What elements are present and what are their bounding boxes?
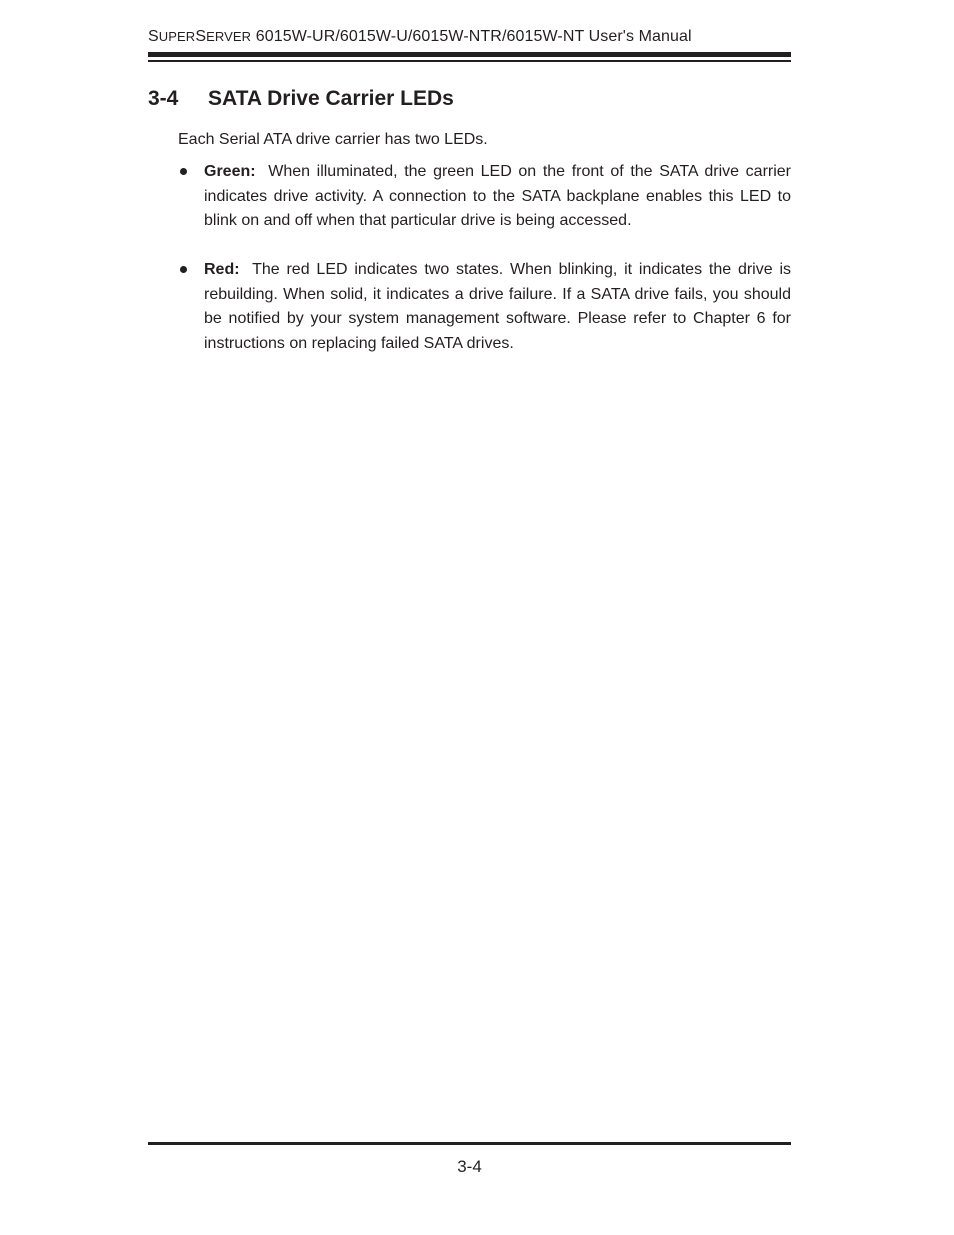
section-heading (148, 86, 791, 112)
bullet-text-green: When illuminated, the green LED on the front of the SATA drive carrier indicates drive activity. A connection to the SATA backplane enables this LED to blink on and off when that particular drive is being accessed. (204, 163, 792, 230)
header-manual-title: 6015W-UR/6015W-U/6015W-NTR/6015W-NT User's Manual (251, 28, 692, 45)
bullet-text-red: The red LED indicates two states. When blinking, it indicates the drive is rebuilding. When solid, it indicates a drive failure. If a SATA drive fails, you should be notified by your system management software. Please refer to Chapter 6 for instructions on replacing failed SATA drives. (204, 261, 792, 353)
header-rule-thick (148, 52, 791, 57)
header-rule-thin (148, 60, 791, 62)
bullet-dot-icon (180, 266, 187, 273)
intro-paragraph: Each Serial ATA drive carrier has two LEDs. (178, 131, 488, 148)
bullet-item-red (204, 258, 791, 357)
bullet-dot-icon (180, 168, 187, 175)
bullet-item-green (204, 160, 791, 234)
header-initial-s-2: S (195, 28, 207, 45)
footer-rule (148, 1142, 791, 1145)
bullet-term-green: Green: (204, 163, 256, 180)
header-smallcaps-uper: UPER (158, 29, 196, 44)
header-smallcaps-erver: ERVER (206, 29, 252, 44)
running-header (148, 27, 791, 47)
page-number: 3-4 (457, 1157, 482, 1176)
header-initial-s: S (148, 28, 159, 45)
section-title: SATA Drive Carrier LEDs (208, 87, 454, 110)
bullet-term-red: Red: (204, 261, 240, 278)
section-number: 3-4 (148, 87, 179, 110)
